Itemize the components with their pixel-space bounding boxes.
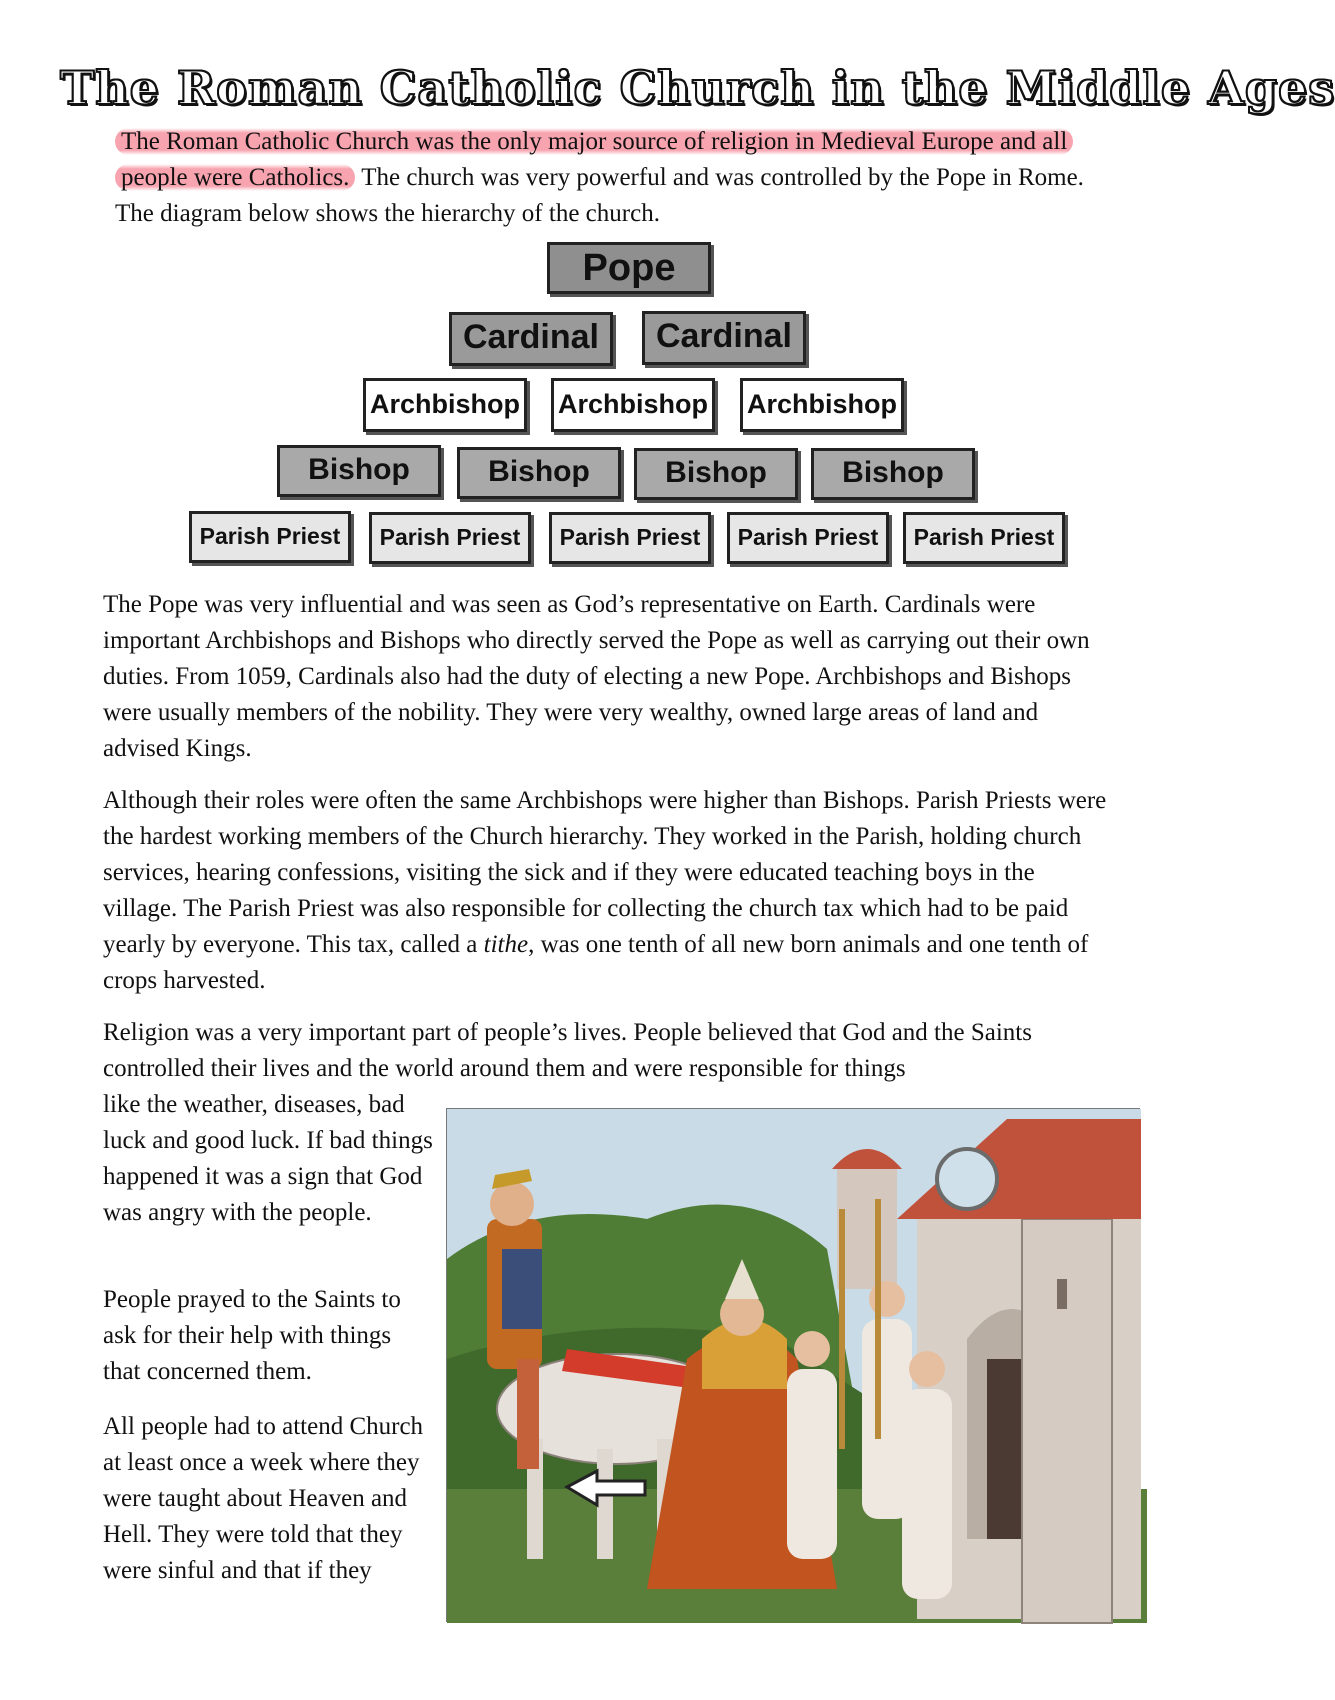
bishop-box: Bishop	[811, 448, 975, 500]
parish-priest-box: Parish Priest	[549, 512, 711, 564]
bishop-box: Bishop	[457, 447, 621, 499]
pope-box: Pope	[547, 242, 711, 294]
bishop-box: Bishop	[277, 445, 441, 497]
paragraph-pope-cardinals: The Pope was very influential and was seen as God’s representative on Earth. Cardinals were important Archbishops and Bishops who directly served the Pope as well as carrying out their own duties. From 1059, Cardinals also had the duty of electing a new Pope. Archbishops and Bishops were usually members of the nobility. They were very wealthy, owned large areas of land and advised Kings.	[103, 591, 1090, 762]
paragraph-parish-priests	[103, 783, 1113, 999]
parish-priest-box: Parish Priest	[903, 512, 1065, 564]
paragraph-religion-continued: like the weather, diseases, bad luck and good luck. If bad things happened it was a sign that God was angry with the people.	[103, 1091, 433, 1226]
highlighted-text: The Roman Catholic Church was the only major source of religion in Medieval Europe and all people were Catholics.	[115, 128, 1073, 191]
cardinal-box: Cardinal	[642, 311, 806, 365]
archbishop-box: Archbishop	[551, 378, 715, 432]
paragraph-parish-priests-text: Although their roles were often the same Archbishops were higher than Bishops. Parish Priests were the hardest working members of the Church hierarchy. They worked in the Parish, holding church services, hearing confessions, visiting the sick and if they were educated teaching boys in the village. The Parish Priest was also responsible for collecting the church tax which had to be paid yearly by everyone. This tax, called a	[103, 787, 1107, 958]
page-title: The Roman Catholic Church in the Middle Ages	[60, 61, 1335, 115]
intro-text: The church was very powerful and was controlled by the Pope in Rome. The diagram below shows the hierarchy of the church.	[115, 164, 1084, 227]
tithe-term: tithe	[483, 931, 529, 958]
church-hierarchy-diagram	[0, 0, 1335, 580]
bishop-box: Bishop	[634, 448, 798, 500]
parish-priest-box: Parish Priest	[189, 511, 351, 563]
parish-priest-box: Parish Priest	[369, 512, 531, 564]
cardinal-box: Cardinal	[449, 312, 613, 366]
parish-priest-box: Parish Priest	[727, 512, 889, 564]
medieval-illustration	[446, 1108, 1140, 1622]
paragraph-parish-priests-end: , was one tenth of all new born animals and one tenth of crops harvested.	[103, 931, 1089, 994]
paragraph-attend-church: All people had to attend Church at least once a week where they were taught about Heaven and Hell. They were told that they were sinful and that if they	[103, 1413, 424, 1584]
archbishop-box: Archbishop	[740, 378, 904, 432]
archbishop-box: Archbishop	[363, 378, 527, 432]
paragraph-saints: People prayed to the Saints to ask for their help with things that concerned them.	[103, 1286, 401, 1385]
paragraph-religion: Religion was a very important part of people’s lives. People believed that God and the Saints controlled their lives and the world around them and were responsible for things	[103, 1019, 1032, 1082]
